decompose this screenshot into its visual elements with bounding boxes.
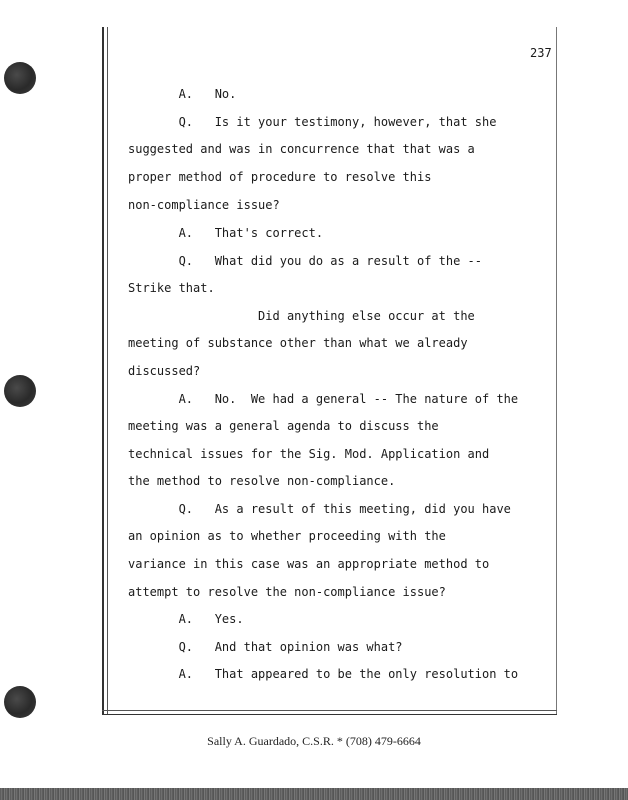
transcript-line: A. No. bbox=[128, 87, 237, 101]
page-border-bottom-inner bbox=[102, 714, 557, 715]
reporter-footer: Sally A. Guardado, C.S.R. * (708) 479-6664 bbox=[207, 734, 421, 748]
transcript-line: Strike that. bbox=[128, 281, 215, 295]
binder-hole-middle bbox=[4, 375, 36, 407]
transcript-line: an opinion as to whether proceeding with the bbox=[128, 529, 446, 543]
transcript-line: suggested and was in concurrence that that was a bbox=[128, 142, 475, 156]
scan-edge-noise bbox=[0, 788, 628, 800]
transcript-line: Q. And that opinion was what? bbox=[128, 640, 403, 654]
transcript-line: A. That appeared to be the only resolution to bbox=[128, 667, 519, 681]
page-border-bottom bbox=[102, 710, 557, 711]
transcript-line: meeting of substance other than what we already bbox=[128, 336, 468, 350]
transcript-line: proper method of procedure to resolve this bbox=[128, 170, 432, 184]
transcript-line: Q. As a result of this meeting, did you have bbox=[128, 502, 511, 516]
transcript-line: the method to resolve non-compliance. bbox=[128, 474, 396, 488]
transcript-line: attempt to resolve the non-compliance issue? bbox=[128, 585, 446, 599]
binder-hole-top bbox=[4, 62, 36, 94]
transcript-line: A. That's correct. bbox=[128, 226, 324, 240]
transcript-line: Did anything else occur at the bbox=[128, 309, 475, 323]
transcript-line: variance in this case was an appropriate method to bbox=[128, 557, 490, 571]
page-border-right bbox=[556, 27, 557, 714]
transcript-line: discussed? bbox=[128, 364, 201, 378]
transcript-line: A. No. We had a general -- The nature of the bbox=[128, 392, 519, 406]
page-border-left bbox=[102, 27, 104, 714]
transcript-line: Q. What did you do as a result of the -- bbox=[128, 254, 483, 268]
transcript-line: meeting was a general agenda to discuss the bbox=[128, 419, 439, 433]
transcript-line: non-compliance issue? bbox=[128, 198, 280, 212]
page-number: 237 bbox=[530, 46, 552, 60]
page-border-left-inner bbox=[107, 27, 108, 714]
binder-hole-bottom bbox=[4, 686, 36, 718]
transcript-line: technical issues for the Sig. Mod. Application and bbox=[128, 447, 490, 461]
transcript-line: Q. Is it your testimony, however, that she bbox=[128, 115, 497, 129]
transcript-line: A. Yes. bbox=[128, 612, 244, 626]
